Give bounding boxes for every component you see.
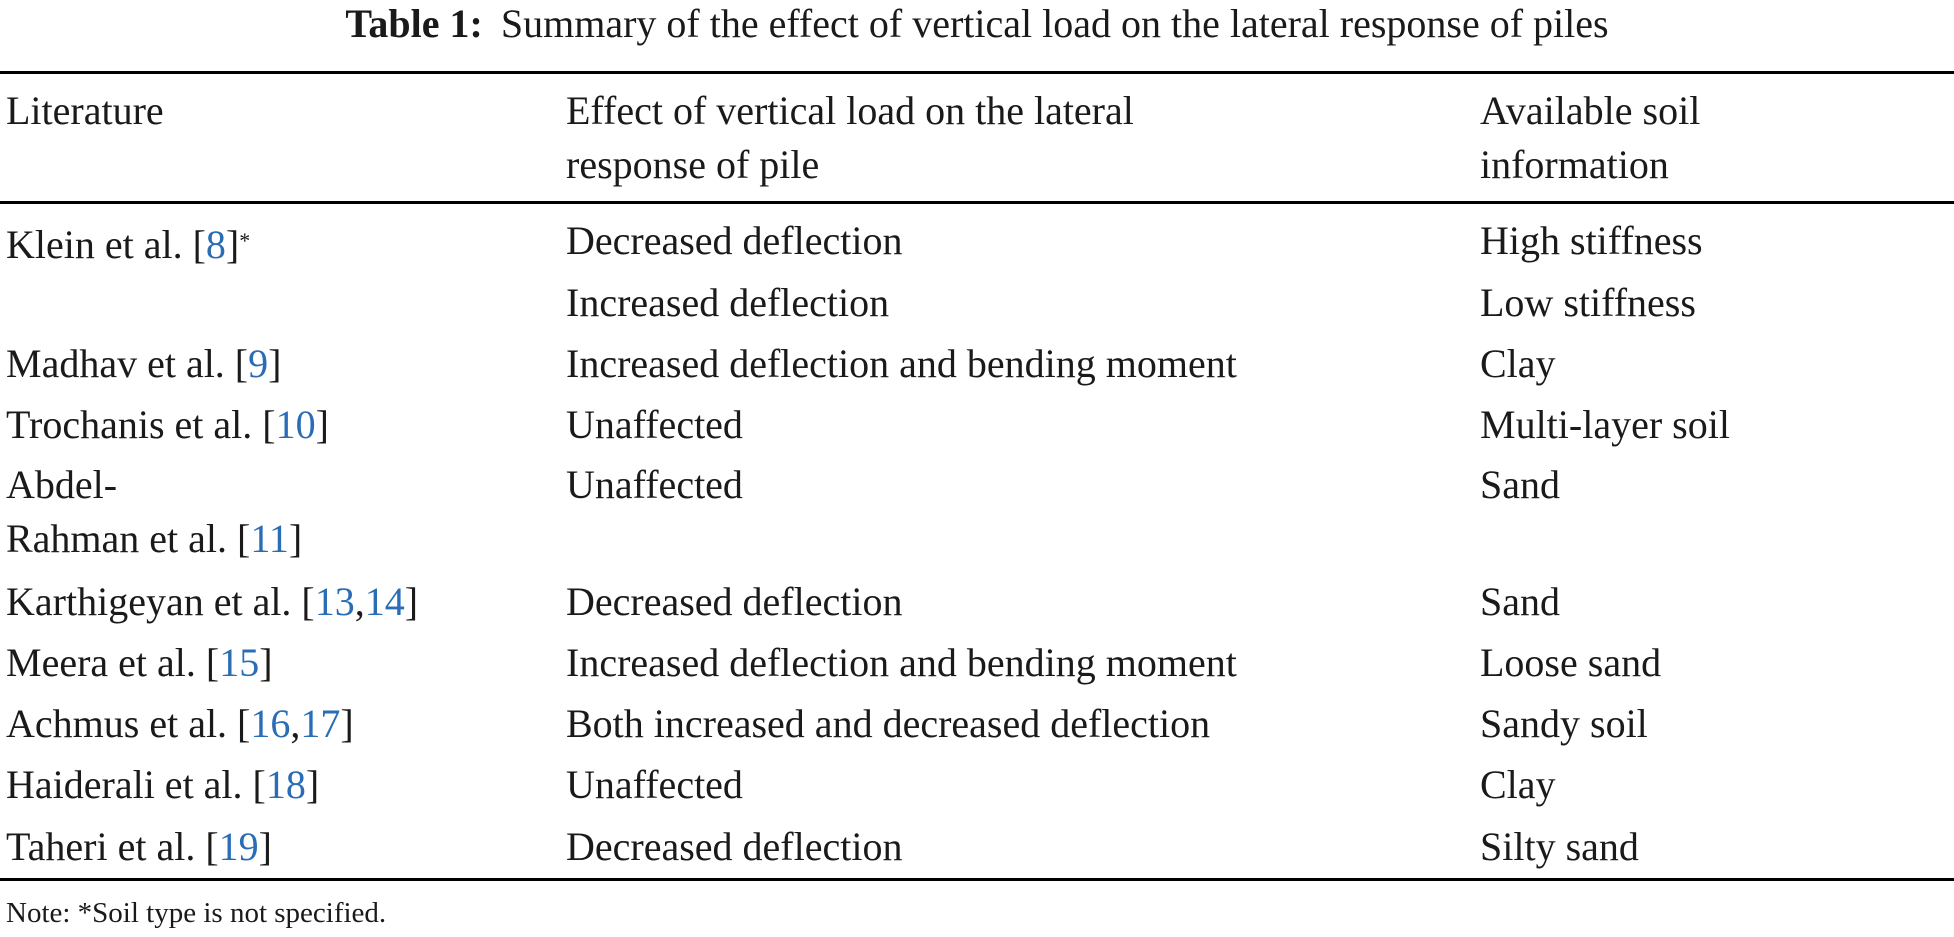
header-soil-line1: Available soil: [1480, 88, 1701, 133]
soil-cell: Low stiffness: [1480, 280, 1696, 325]
footnote-mark: *: [239, 228, 251, 253]
author-text: Klein et al. [: [6, 222, 206, 267]
literature-cell: [6, 697, 354, 751]
effect-cell: Decreased deflection: [566, 824, 903, 869]
citation-bracket: ]: [305, 762, 320, 807]
author-text: Karthigeyan et al. [: [6, 579, 315, 624]
effect-cell: Unaffected: [566, 762, 743, 807]
reference-link[interactable]: 10: [275, 402, 316, 447]
effect-cell: Decreased deflection: [566, 579, 903, 624]
author-text: Rahman et al. [: [6, 516, 251, 561]
header-soil: [1480, 84, 1700, 192]
literature-citation: [6, 398, 329, 452]
reference-link[interactable]: 19: [218, 824, 259, 869]
reference-link[interactable]: 15: [219, 640, 260, 685]
author-text: Trochanis et al. [: [6, 402, 276, 447]
soil-cell: High stiffness: [1480, 218, 1703, 263]
literature-cell: [6, 575, 418, 629]
literature-cell: [6, 214, 250, 272]
author-text: Meera et al. [: [6, 640, 220, 685]
header-effect-line1: Effect of vertical load on the lateral: [566, 88, 1134, 133]
effect-cell: Unaffected: [566, 462, 743, 507]
header-effect-line2: response of pile: [566, 142, 820, 187]
header-literature: Literature: [6, 88, 164, 133]
reference-link[interactable]: 18: [265, 762, 306, 807]
header-soil-line2: information: [1480, 142, 1669, 187]
author-text: Madhav et al. [: [6, 341, 249, 386]
author-text: Achmus et al. [: [6, 701, 251, 746]
literature-cell: [6, 458, 302, 566]
citation-bracket: ]: [288, 516, 303, 561]
table-note: Note: *Soil type is not specified.: [6, 897, 387, 929]
reference-separator: ,: [290, 701, 301, 746]
literature-citation: [6, 575, 418, 629]
literature-citation: [6, 697, 354, 751]
citation-bracket: ]: [315, 402, 329, 447]
effect-cell: Decreased deflection: [566, 218, 903, 263]
effect-cell: Unaffected: [566, 402, 743, 447]
reference-link[interactable]: 13: [314, 579, 355, 624]
literature-citation: [6, 820, 272, 874]
caption-label: Table 1:: [345, 1, 483, 46]
header-effect: [566, 84, 1134, 192]
literature-citation: [6, 214, 250, 272]
author-text: Haiderali et al. [: [6, 762, 266, 807]
reference-link[interactable]: 17: [300, 701, 341, 746]
reference-link[interactable]: 14: [364, 579, 405, 624]
soil-cell: Loose sand: [1480, 640, 1662, 685]
reference-separator: ,: [354, 579, 365, 624]
header-rule: [0, 201, 1954, 204]
literature-cell: [6, 337, 281, 391]
literature-citation: [6, 337, 281, 391]
soil-cell: Silty sand: [1480, 824, 1639, 869]
citation-bracket: ]: [268, 341, 282, 386]
effect-cell: Both increased and decreased deflection: [566, 701, 1211, 746]
reference-link[interactable]: 9: [248, 341, 269, 386]
literature-citation: [6, 636, 273, 690]
soil-cell: Multi-layer soil: [1480, 402, 1730, 447]
literature-citation: [6, 512, 302, 566]
citation-bracket: ]: [258, 824, 272, 869]
effect-cell: Increased deflection and bending moment: [566, 640, 1237, 685]
literature-cell-line1: Abdel-: [6, 462, 118, 507]
literature-citation: [6, 758, 319, 812]
reference-link[interactable]: 16: [250, 701, 291, 746]
reference-link[interactable]: 8: [205, 222, 226, 267]
soil-cell: Clay: [1480, 341, 1556, 386]
caption-text: Summary of the effect of vertical load on the lateral response of piles: [500, 1, 1609, 46]
citation-bracket: ]: [404, 579, 419, 624]
soil-cell: Sandy soil: [1480, 701, 1648, 746]
citation-bracket: ]: [340, 701, 354, 746]
literature-cell: [6, 758, 319, 812]
soil-cell: Sand: [1480, 462, 1560, 507]
soil-cell: Clay: [1480, 762, 1556, 807]
reference-link[interactable]: 11: [250, 516, 289, 561]
citation-bracket: ]: [259, 640, 273, 685]
top-rule: [0, 71, 1954, 74]
literature-cell: [6, 398, 329, 452]
literature-cell: [6, 820, 272, 874]
bottom-rule: [0, 878, 1954, 881]
effect-cell: Increased deflection: [566, 280, 890, 325]
author-text: Taheri et al. [: [6, 824, 219, 869]
citation-bracket: ]: [225, 222, 240, 267]
effect-cell: Increased deflection and bending moment: [566, 341, 1237, 386]
soil-cell: Sand: [1480, 579, 1560, 624]
table-caption: [0, 0, 1954, 58]
literature-cell: [6, 636, 273, 690]
